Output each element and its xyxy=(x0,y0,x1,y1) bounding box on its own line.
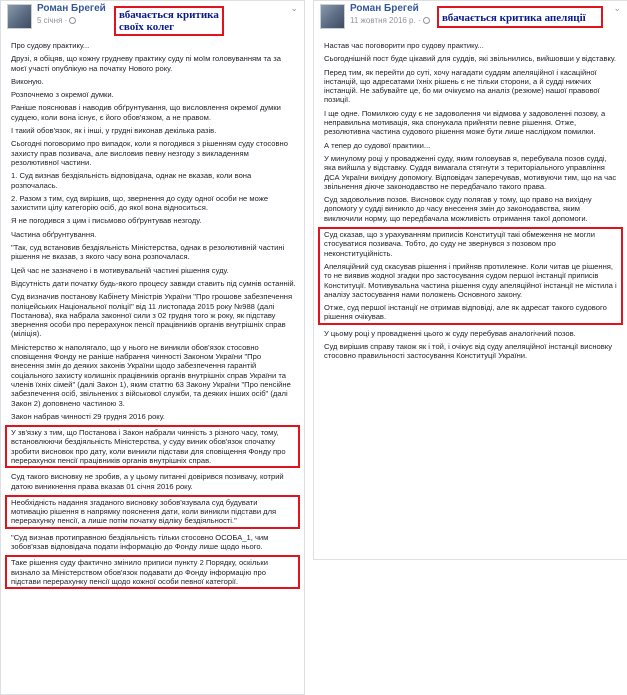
author-name[interactable]: Роман Брегей xyxy=(350,3,419,14)
paragraph-group-top xyxy=(324,41,619,223)
annotation-callout: вбачається критика апеляції xyxy=(437,6,603,28)
paragraph-group-bottom xyxy=(324,329,619,361)
post-paragraph: Частина обґрунтування. xyxy=(11,229,97,239)
post-paragraph: Виконую. xyxy=(11,76,44,86)
post-paragraph: І такий обов'язок, як і інші, у грудні виконав декілька разів. xyxy=(11,126,217,136)
avatar[interactable] xyxy=(7,4,32,29)
post-body xyxy=(314,41,627,361)
post-meta xyxy=(37,16,76,25)
post-paragraph: "Так, суд встановив бездіяльність Міністерства, однак в резолютивній частині рішення не вказав, з якого часу вона розпочалася. xyxy=(11,243,285,262)
paragraph-group-mid xyxy=(11,472,296,491)
post-paragraph: Про судову практику... xyxy=(11,41,90,50)
post-paragraph: Суд вирішив справу також як і той, і очікує від суду апеляційної інстанції висновку стосовно правильності застосування Конституції України. xyxy=(324,342,612,361)
post-paragraph: А тепер до судової практики... xyxy=(324,140,431,150)
post-paragraph: "Суд визнав протиправною бездіяльність тільки стосовно ОСОБА_1, чим зобов'язав відповідача подати інформацію до Фонду лише щодо нього. xyxy=(11,532,269,552)
post-paragraph: У минулому році у провадженні суду, яким головував я, перебувала позов судді, яка вийшла у відставку. Суддя вимагала стягнути з територіального управління ДСА України вихідну допомогу. Відповідач заперечував, мотивуючи тим, що на час звільнення діюче законодавство не передбачало такого права. xyxy=(324,153,617,191)
post-header xyxy=(1,1,304,37)
post-paragraph: У цьому році у провадженні цього ж суду перебував аналогічний позов. xyxy=(324,328,576,338)
post-paragraph: Настав час поговорити про судову практику... xyxy=(324,41,484,50)
post-paragraph: Апеляційний суд скасував рішення і прийняв протилежне. Коли читав це рішення, то не виявив жодної згадки про застосування судом першої інстанції приписів Конституції. Мотивувальна частина рішення суду апеляційної інстанції не містила і аналізу застосування нами положень Основного закону. xyxy=(324,261,617,299)
post-paragraph: Суд задовольнив позов. Висновок суду полягав у тому, що право на вихідну допомогу у судді виникло до часу внесення змін до законодавства, яким виключили норму, що передбачала можливість отримання такої допомоги. xyxy=(324,195,592,223)
post-paragraph: Цей час не зазначено і в мотивувальній частині рішення суду. xyxy=(11,265,229,275)
highlight-box xyxy=(5,495,300,529)
left-post xyxy=(0,0,305,695)
post-paragraph: Таке рішення суду фактично змінило приписи пункту 2 Порядку, оскільки визнало за Міністерством обов'язок подавати до Фонду інформацію про підстави перерахунку пенсії щодо кожної особи певної категорії. xyxy=(11,558,268,586)
post-paragraph: Перед тим, як перейти до суті, хочу нагадати суддям апеляційної і касаційної інстанцій, що адресатами їхніх рішень є не тільки сторони, а й судді нижчих інстанцій. Не забувайте це, бо ми очікуємо на аналіз (резюме) нашої правової позиції. xyxy=(324,67,600,105)
paragraph-group-top xyxy=(11,41,296,421)
post-paragraph: Сьогодні поговоримо про випадок, коли я погодився з рішенням суду стосовно захисту прав позивача, але висловив певну незгоду з викладенням резолютивної частини. xyxy=(11,139,288,167)
post-paragraph: Отже, суд першої інстанції не отримав відповіді, але як адресат такого судового рішення очікував. xyxy=(324,303,607,322)
post-meta xyxy=(350,16,430,25)
highlight-box xyxy=(5,555,300,589)
chevron-down-icon[interactable]: ⌄ xyxy=(613,3,621,13)
post-paragraph: І ще одне. Помилкою суду є не задоволення чи відмова у задоволенні позову, а неправильна мотивація, яка спонукала прийняти певне рішення. Отже, резолютивна частина судового рішення може бути лише наслідком помилки. xyxy=(324,108,606,137)
post-paragraph: Міністерство ж наполягало, що у нього не виникли обов'язок стосовно сповіщення Фонду не раніше набрання чинності Законом України "Про внесення змін до деяких законів України щодо забезпечення гарантій соціального захисту колишніх працівників органів внутрішніх справ України та членів їхніх сімей" (далі Закон 1), яким статтю 63 Закону України "Про пенсійне забезпечення осіб, звільнених з військової служби, та деяких інших осіб" (далі Закон 2) доповнено частиною 3. xyxy=(11,342,291,408)
chevron-down-icon[interactable]: ⌄ xyxy=(290,3,298,13)
post-paragraph: Суд визначив постанову Кабінету Міністрів України "Про грошове забезпечення поліцейських Національної поліції" від 11 листопада 2015 року №988 (далі Постанова), яка набрала законної сили з 02 грудня того ж року, як підставу звернення особи про перерахунок пенсії працівників органів внутрішніх справ (міліція). xyxy=(11,292,293,339)
post-paragraph: Сьогоднішній пост буде цікавий для суддів, які звільнились, вийшовши у відставку. xyxy=(324,54,617,64)
post-paragraph: Закон набрав чинності 29 грудня 2016 року. xyxy=(11,411,165,421)
post-paragraph: Друзі, я обіцяв, що кожну грудневу практику суду пі моїм головуванням та за моєї участі опублікую на початку Нового року. xyxy=(11,54,281,73)
post-header xyxy=(314,1,627,37)
author-name[interactable]: Роман Брегей xyxy=(37,3,106,14)
right-post xyxy=(313,0,627,560)
post-paragraph: 1. Суд визнав бездіяльність відповідача, однак не вказав, коли вона розпочалась. xyxy=(11,171,252,190)
post-paragraph: 2. Разом з тим, суд вирішив, що, звернення до суду одної особи не може захистити цілу категорію осіб, до якої вона відноситься. xyxy=(11,193,269,213)
annotation-callout: вбачається критика своїх колег xyxy=(114,6,224,36)
globe-icon xyxy=(69,17,76,24)
post-date[interactable]: 11 жовтня 2016 р. · xyxy=(350,16,421,25)
post-paragraph: Я не погодився з цим і письмово обґрунтував незгоду. xyxy=(11,216,202,226)
globe-icon xyxy=(423,17,430,24)
highlight-box xyxy=(318,227,623,325)
paragraph-group-low xyxy=(11,533,296,552)
avatar[interactable] xyxy=(320,4,345,29)
post-paragraph: Суд такого висновку не зробив, а у цьому питанні довірився позивачу, котрий датою виникнення права вказав 01 січня 2016 року. xyxy=(11,472,284,491)
post-paragraph: Необхідність надання згаданого висновку зобов'язувала суд будувати мотивацію рішення в напрямку пояснення дати, коли виникли підстави для перерахунку пенсії, а лише потім початку відліку бездіяльності." xyxy=(11,497,277,526)
post-paragraph: У зв'язку з тим, що Постанова і Закон набрали чинність з різного часу, тому, встановлюючи бездіяльність Міністерства, у суду виник обов'язок спочатку зробити висновок про дату, коли виникли підстави для сповіщення Фонду про перерахунок пенсії працівників органів внутрішніх справ. xyxy=(11,428,286,465)
post-paragraph: Суд сказав, що з урахуванням приписів Конституції такі обмеження не могли стосуватися позивача. Тобто, до суду не звернувся з позовом про неконституційність. xyxy=(324,230,595,258)
post-date[interactable]: 5 січня · xyxy=(37,16,68,25)
post-paragraph: Розпочнемо з окремої думки. xyxy=(11,90,114,100)
post-body xyxy=(1,41,304,589)
post-paragraph: Раніше пояснював і наводив обґрунтування, що висловлення окремої думки судцею, коли вона існує, є його обов'язком, а не правом. xyxy=(11,103,281,122)
post-paragraph: Відсутність дати початку будь-якого процесу завжди ставить під сумнів останній. xyxy=(11,278,296,288)
highlight-box xyxy=(5,425,300,468)
